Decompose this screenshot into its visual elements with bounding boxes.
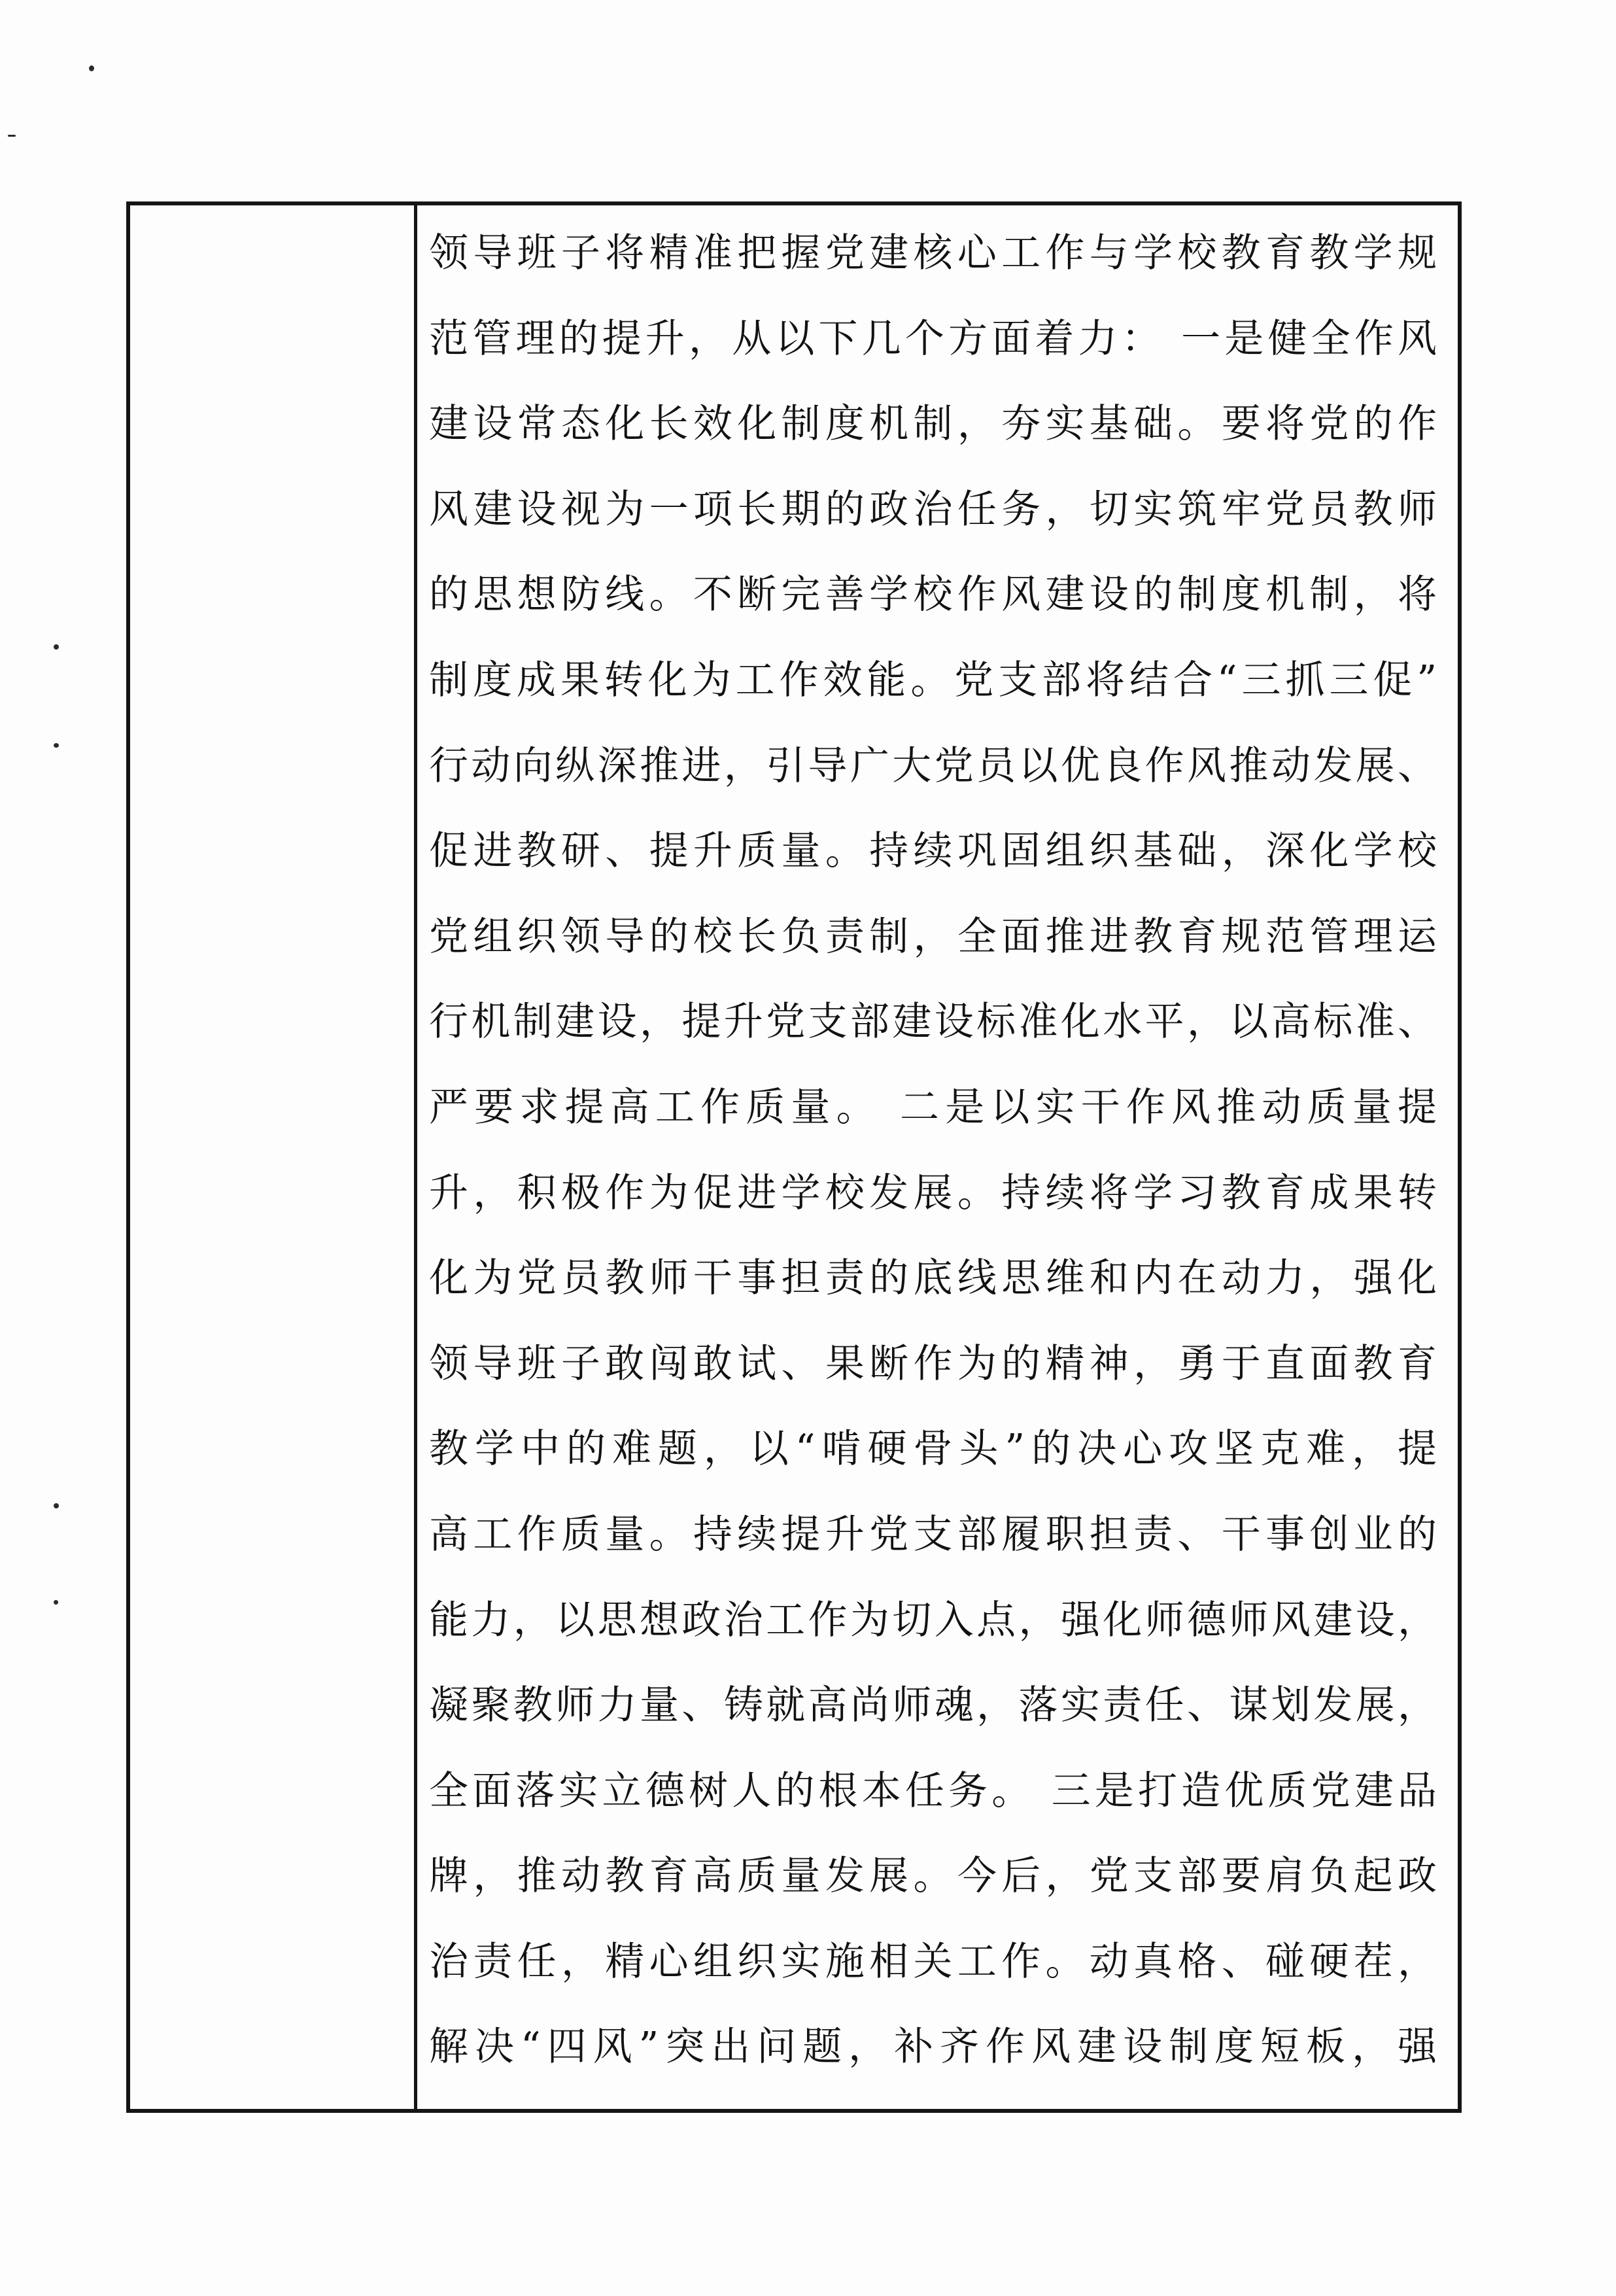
scan-speck: [54, 743, 59, 748]
text-line: 教学中的难题，以“啃硬骨头”的决心攻坚克难，提: [429, 1426, 1437, 1472]
text-line: 制度成果转化为工作效能。党支部将结合“三抓三促”: [429, 657, 1437, 703]
scan-speck: [54, 1503, 59, 1508]
text-line: 凝聚教师力量、铸就高尚师魂，落实责任、谋划发展，: [429, 1682, 1437, 1729]
scan-speck: [89, 65, 94, 71]
text-line: 升，积极作为促进学校发展。持续将学习教育成果转: [429, 1170, 1437, 1216]
text-line: 严要求提高工作质量。 二是以实干作风推动质量提: [429, 1084, 1437, 1130]
text-line: 治责任，精心组织实施相关工作。动真格、碰硬茬，: [429, 1938, 1437, 1985]
text-line: 牌，推动教育高质量发展。今后，党支部要肩负起政: [429, 1853, 1437, 1900]
text-line: 的思想防线。不断完善学校作风建设的制度机制，将: [429, 572, 1437, 618]
text-line: 高工作质量。持续提升党支部履职担责、干事创业的: [429, 1511, 1437, 1557]
table-left-cell: [130, 205, 417, 2109]
text-line: 解决“四风”突出问题，补齐作风建设制度短板，强: [429, 2024, 1437, 2070]
text-line: 化为党员教师干事担责的底线思维和内在动力，强化: [429, 1255, 1437, 1302]
text-line: 范管理的提升，从以下几个方面着力： 一是健全作风: [429, 315, 1437, 362]
content-table: [126, 201, 1462, 2113]
text-line: 行机制建设，提升党支部建设标准化水平，以高标准、: [429, 999, 1437, 1045]
scan-speck: [8, 135, 16, 137]
text-line: 领导班子敢闯敢试、果断作为的精神，勇于直面教育: [429, 1340, 1437, 1387]
text-line: 能力，以思想政治工作为切入点，强化师德师风建设，: [429, 1597, 1437, 1643]
scan-speck: [54, 1600, 58, 1605]
table-right-cell: [417, 205, 1458, 2109]
text-line: 风建设视为一项长期的政治任务，切实筑牢党员教师: [429, 486, 1437, 532]
text-line: 促进教研、提升质量。持续巩固组织基础，深化学校: [429, 828, 1437, 875]
text-line: 党组织领导的校长负责制，全面推进教育规范管理运: [429, 913, 1437, 960]
text-line: 建设常态化长效化制度机制，夯实基础。要将党的作: [429, 401, 1437, 447]
text-line: 领导班子将精准把握党建核心工作与学校教育教学规: [429, 230, 1437, 276]
scan-speck: [54, 644, 59, 650]
text-line: 行动向纵深推进，引导广大党员以优良作风推动发展、: [429, 742, 1437, 789]
text-line: 全面落实立德树人的根本任务。 三是打造优质党建品: [429, 1767, 1437, 1814]
